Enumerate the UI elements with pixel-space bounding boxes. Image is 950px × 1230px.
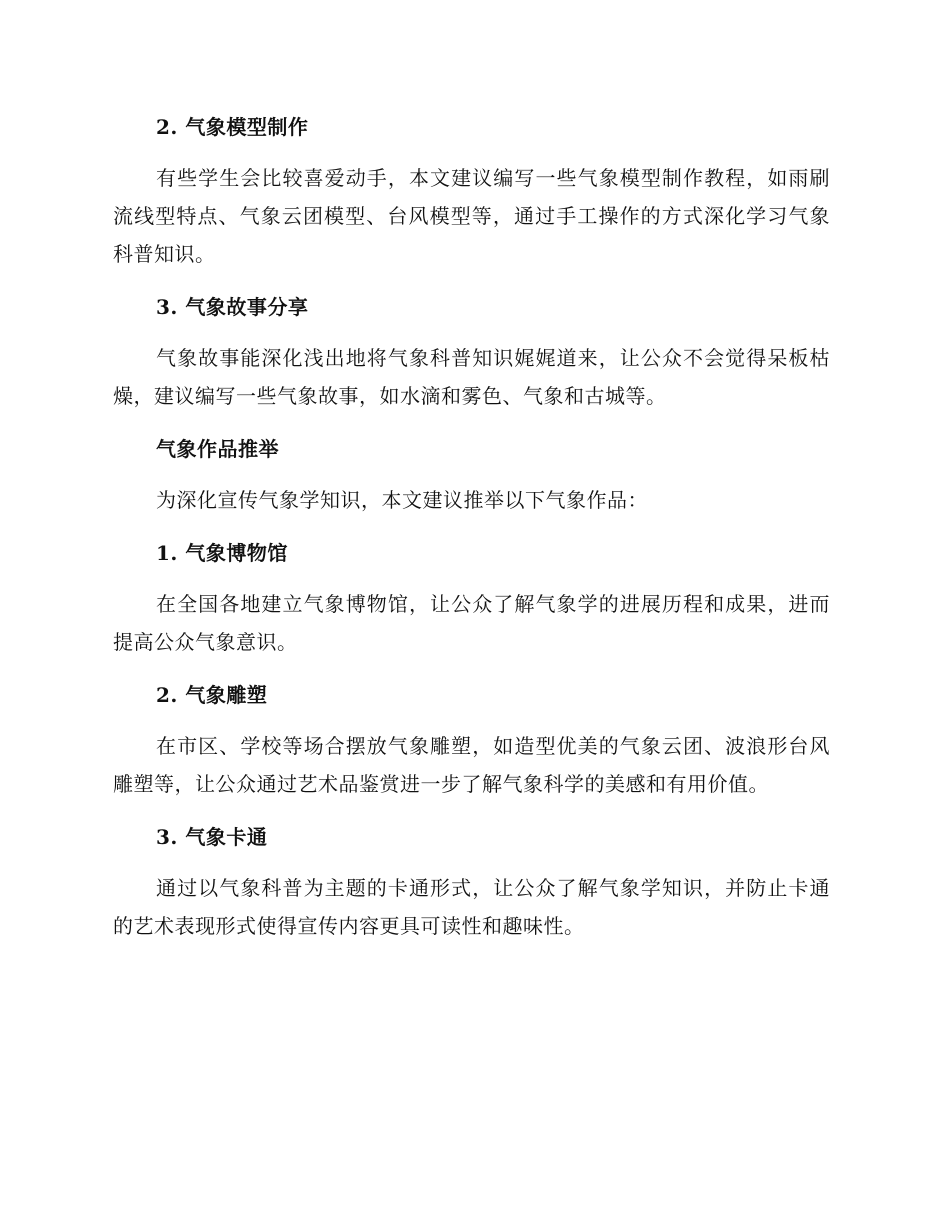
section-heading-cartoon: 3. 气象卡通 <box>156 825 268 849</box>
section-paragraph-museum: 在全国各地建立气象博物馆，让公众了解气象学的进展历程和成果，进而提高公众气象意识。 <box>113 592 830 654</box>
section-heading-museum: 1. 气象博物馆 <box>156 541 288 565</box>
section-paragraph-story-sharing: 气象故事能深化浅出地将气象科普知识娓娓道来，让公众不会觉得呆板枯燥，建议编写一些气象故事，如水滴和雾色、气象和古城等。 <box>113 346 830 408</box>
section-heading-works-recommendation: 气象作品推举 <box>156 437 279 461</box>
section-heading-story-sharing: 3. 气象故事分享 <box>156 295 309 319</box>
section-heading-sculpture: 2. 气象雕塑 <box>156 683 268 707</box>
section-paragraph-cartoon: 通过以气象科普为主题的卡通形式，让公众了解气象学知识，并防止卡通的艺术表现形式使得宣传内容更具可读性和趣味性。 <box>113 876 830 938</box>
section-paragraph-model-making: 有些学生会比较喜爱动手，本文建议编写一些气象模型制作教程，如雨刷流线型特点、气象云团模型、台风模型等，通过手工操作的方式深化学习气象科普知识。 <box>113 166 830 266</box>
section-paragraph-sculpture: 在市区、学校等场合摆放气象雕塑，如造型优美的气象云团、波浪形台风雕塑等，让公众通过艺术品鉴赏进一步了解气象科学的美感和有用价值。 <box>113 734 830 796</box>
section-paragraph-works-recommendation: 为深化宣传气象学知识，本文建议推举以下气象作品： <box>156 488 648 512</box>
section-heading-model-making: 2. 气象模型制作 <box>156 115 309 139</box>
